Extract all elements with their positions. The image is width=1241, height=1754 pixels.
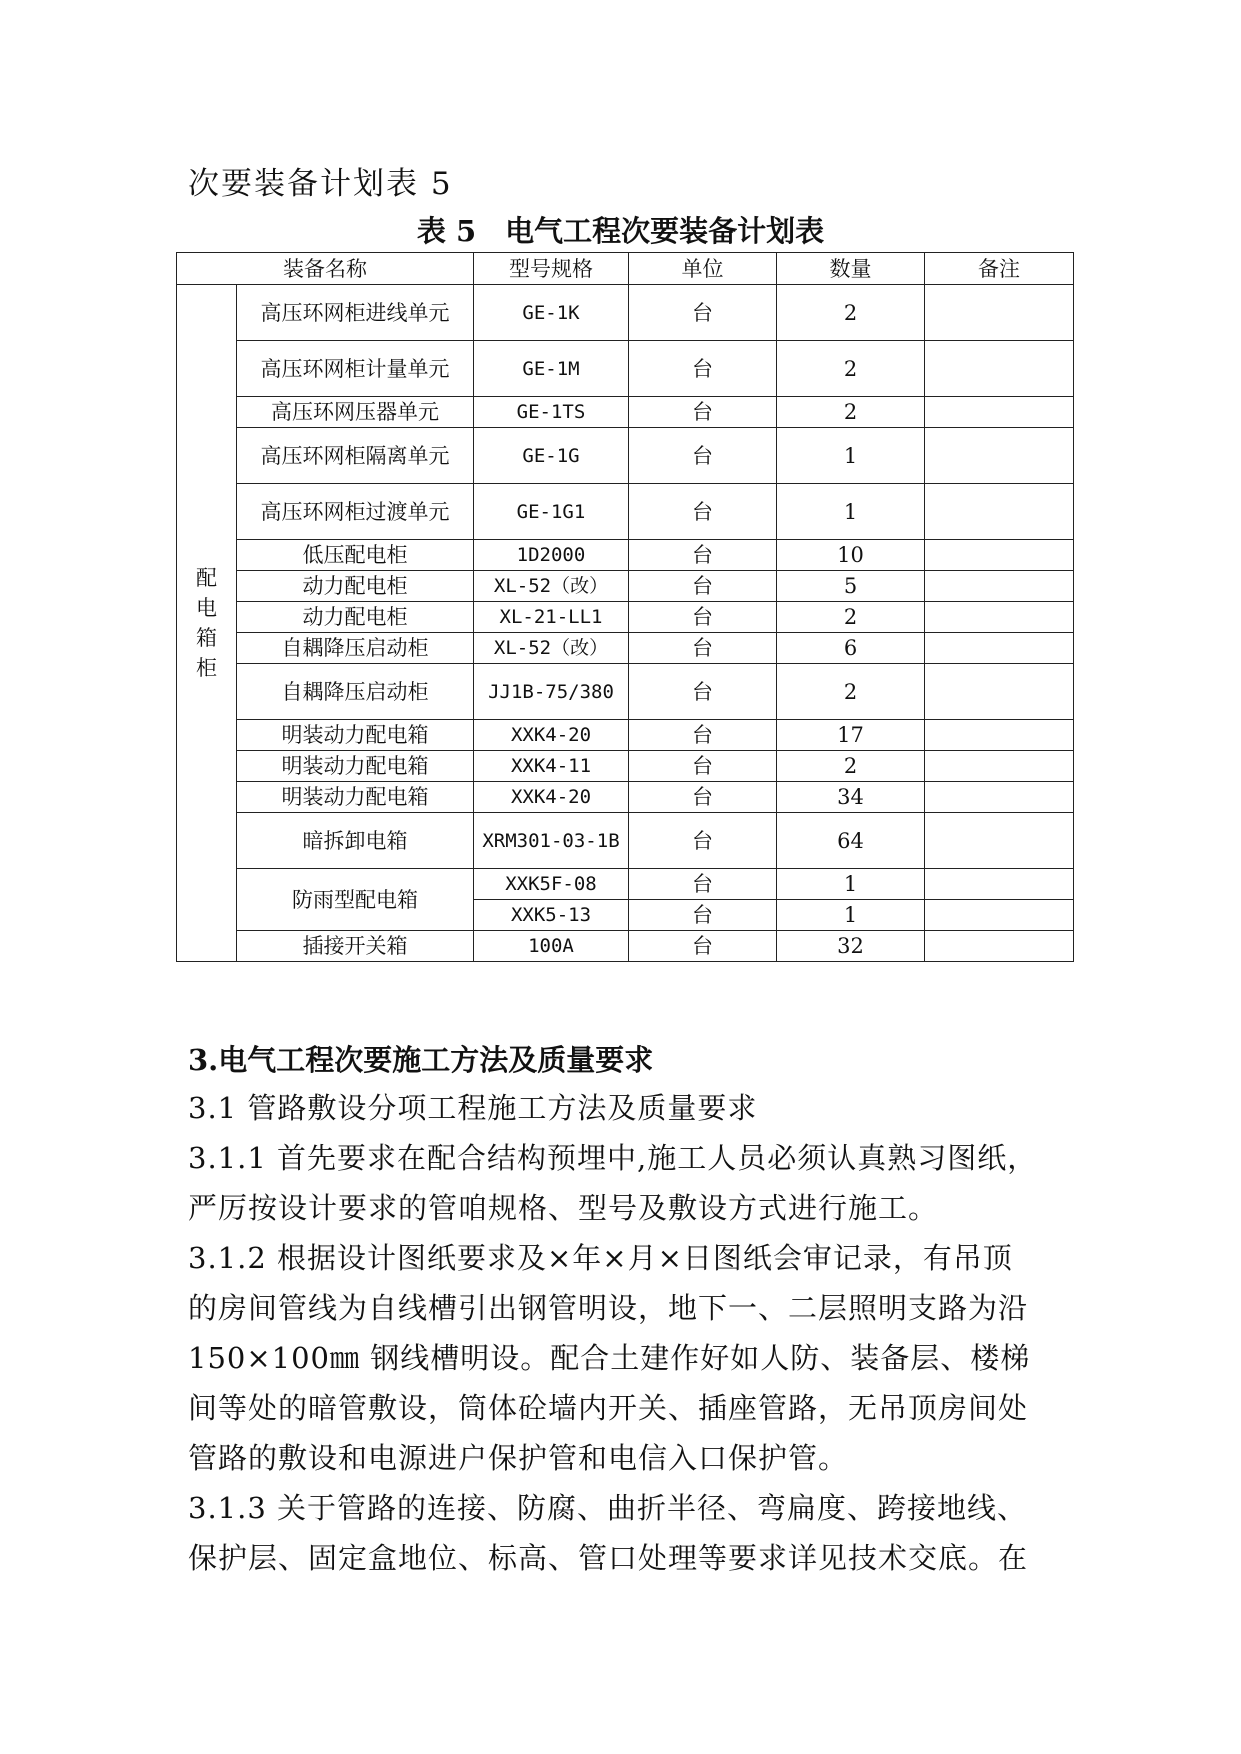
table-row	[177, 813, 1074, 869]
cell-name: 动力配电柜	[237, 602, 474, 633]
table-row	[177, 602, 1074, 633]
cell-note	[925, 285, 1074, 341]
table-row	[177, 782, 1074, 813]
cell-model: GE-1K	[474, 285, 629, 341]
cell-name: 动力配电柜	[237, 571, 474, 602]
table-row	[177, 720, 1074, 751]
table-row	[177, 633, 1074, 664]
paragraph-line: 150×100㎜ 钢线槽明设。配合土建作好如人防、装备层、楼梯	[188, 1341, 1031, 1375]
cell-qty: 2	[777, 602, 925, 633]
cell-note	[925, 751, 1074, 782]
cell-qty: 5	[777, 571, 925, 602]
cell-name: 高压环网柜计量单元	[237, 341, 474, 397]
header-name: 装备名称	[177, 253, 474, 285]
cell-name: 高压环网柜隔离单元	[237, 428, 474, 484]
paragraph-line: 3.1.2 根据设计图纸要求及×年×月×日图纸会审记录，有吊顶	[188, 1241, 1013, 1275]
cell-unit: 台	[629, 813, 777, 869]
cell-unit: 台	[629, 484, 777, 540]
table-header-row	[177, 253, 1074, 285]
paragraph-line: 3.1.3 关于管路的连接、防腐、曲折半径、弯扁度、跨接地线、	[188, 1491, 1028, 1525]
cell-qty: 34	[777, 782, 925, 813]
cell-model: XXK5-13	[474, 900, 629, 931]
cell-name: 明装动力配电箱	[237, 751, 474, 782]
cell-name: 低压配电柜	[237, 540, 474, 571]
cell-note	[925, 664, 1074, 720]
paragraph-line: 的房间管线为自线槽引出钢管明设，地下一、二层照明支路为沿	[188, 1291, 1029, 1325]
cell-model: GE-1TS	[474, 397, 629, 428]
cell-qty: 17	[777, 720, 925, 751]
table-row	[177, 341, 1074, 397]
cell-model: GE-1G1	[474, 484, 629, 540]
paragraph-line: 3.1 管路敷设分项工程施工方法及质量要求	[188, 1091, 758, 1125]
cell-note	[925, 720, 1074, 751]
cell-note	[925, 602, 1074, 633]
cell-qty: 10	[777, 540, 925, 571]
table-row	[177, 571, 1074, 602]
cell-model: JJ1B-75/380	[474, 664, 629, 720]
table-row	[177, 397, 1074, 428]
cell-model: XRM301-03-1B	[474, 813, 629, 869]
paragraph-3-1-1	[188, 1133, 1068, 1233]
table-caption: 表 5 电气工程次要装备计划表	[416, 214, 825, 248]
cell-unit: 台	[629, 931, 777, 962]
cell-name: 暗拆卸电箱	[237, 813, 474, 869]
paragraph-line: 保护层、固定盒地位、标高、管口处理等要求详见技术交底。在	[188, 1541, 1029, 1575]
table-row	[177, 664, 1074, 720]
cell-name: 自耦降压启动柜	[237, 633, 474, 664]
paragraph-3-1-2	[188, 1233, 1068, 1483]
cell-note	[925, 341, 1074, 397]
cell-name: 高压环网压器单元	[237, 397, 474, 428]
cell-name: 自耦降压启动柜	[237, 664, 474, 720]
cell-qty: 1	[777, 428, 925, 484]
cell-qty: 1	[777, 900, 925, 931]
cell-note	[925, 540, 1074, 571]
header-qty: 数量	[777, 253, 925, 285]
cell-note	[925, 571, 1074, 602]
cell-note	[925, 782, 1074, 813]
cell-unit: 台	[629, 571, 777, 602]
cell-model: XL-21-LL1	[474, 602, 629, 633]
cell-model: GE-1M	[474, 341, 629, 397]
cell-unit: 台	[629, 900, 777, 931]
cell-model: XXK4-20	[474, 782, 629, 813]
header-unit: 单位	[629, 253, 777, 285]
cell-unit: 台	[629, 285, 777, 341]
cell-unit: 台	[629, 540, 777, 571]
cell-model: 100A	[474, 931, 629, 962]
paragraph-3-1-3	[188, 1483, 1068, 1583]
section-title: 3.电气工程次要施工方法及质量要求	[188, 1043, 654, 1077]
cell-qty: 2	[777, 664, 925, 720]
cell-unit: 台	[629, 633, 777, 664]
cell-name: 高压环网柜进线单元	[237, 285, 474, 341]
table-row	[177, 285, 1074, 341]
cell-note	[925, 633, 1074, 664]
cell-model: XXK4-20	[474, 720, 629, 751]
group-label-char: 箱	[196, 626, 217, 650]
cell-model: XL-52（改）	[474, 571, 629, 602]
cell-model: GE-1G	[474, 428, 629, 484]
group-label-cell	[177, 285, 237, 962]
cell-unit: 台	[629, 428, 777, 484]
cell-note	[925, 484, 1074, 540]
cell-unit: 台	[629, 720, 777, 751]
cell-name: 明装动力配电箱	[237, 782, 474, 813]
table-row	[177, 540, 1074, 571]
cell-name: 防雨型配电箱	[237, 869, 474, 931]
paragraph-line: 间等处的暗管敷设，筒体砼墙内开关、插座管路，无吊顶房间处	[188, 1391, 1029, 1425]
cell-model: XL-52（改）	[474, 633, 629, 664]
cell-note	[925, 931, 1074, 962]
header-model: 型号规格	[474, 253, 629, 285]
cell-qty: 2	[777, 751, 925, 782]
cell-qty: 1	[777, 484, 925, 540]
cell-qty: 32	[777, 931, 925, 962]
table-row	[177, 484, 1074, 540]
cell-unit: 台	[629, 869, 777, 900]
cell-unit: 台	[629, 341, 777, 397]
group-label-char: 配	[196, 566, 217, 590]
paragraph-line: 严厉按设计要求的管咱规格、型号及敷设方式进行施工。	[188, 1191, 939, 1225]
table-row	[177, 869, 1074, 900]
cell-note	[925, 813, 1074, 869]
group-label-char: 柜	[196, 656, 217, 680]
paragraph-3-1	[188, 1083, 1068, 1133]
cell-qty: 1	[777, 869, 925, 900]
cell-qty: 6	[777, 633, 925, 664]
cell-name: 插接开关箱	[237, 931, 474, 962]
cell-model: XXK5F-08	[474, 869, 629, 900]
cell-model: 1D2000	[474, 540, 629, 571]
group-label-char: 电	[196, 596, 217, 620]
cell-name: 明装动力配电箱	[237, 720, 474, 751]
cell-qty: 2	[777, 341, 925, 397]
table-row	[177, 751, 1074, 782]
cell-unit: 台	[629, 751, 777, 782]
cell-note	[925, 428, 1074, 484]
document-heading: 次要装备计划表 5	[188, 166, 453, 202]
cell-note	[925, 397, 1074, 428]
table-row	[177, 428, 1074, 484]
cell-name: 高压环网柜过渡单元	[237, 484, 474, 540]
cell-note	[925, 900, 1074, 931]
cell-note	[925, 869, 1074, 900]
equipment-table	[176, 252, 1074, 962]
cell-qty: 2	[777, 397, 925, 428]
table-row	[177, 931, 1074, 962]
cell-unit: 台	[629, 782, 777, 813]
paragraph-line: 3.1.1 首先要求在配合结构预埋中,施工人员必须认真熟习图纸，	[188, 1141, 1038, 1175]
cell-unit: 台	[629, 602, 777, 633]
cell-model: XXK4-11	[474, 751, 629, 782]
cell-unit: 台	[629, 397, 777, 428]
paragraph-line: 管路的敷设和电源进户保护管和电信入口保护管。	[188, 1441, 849, 1475]
header-note: 备注	[925, 253, 1074, 285]
cell-qty: 64	[777, 813, 925, 869]
cell-unit: 台	[629, 664, 777, 720]
cell-qty: 2	[777, 285, 925, 341]
